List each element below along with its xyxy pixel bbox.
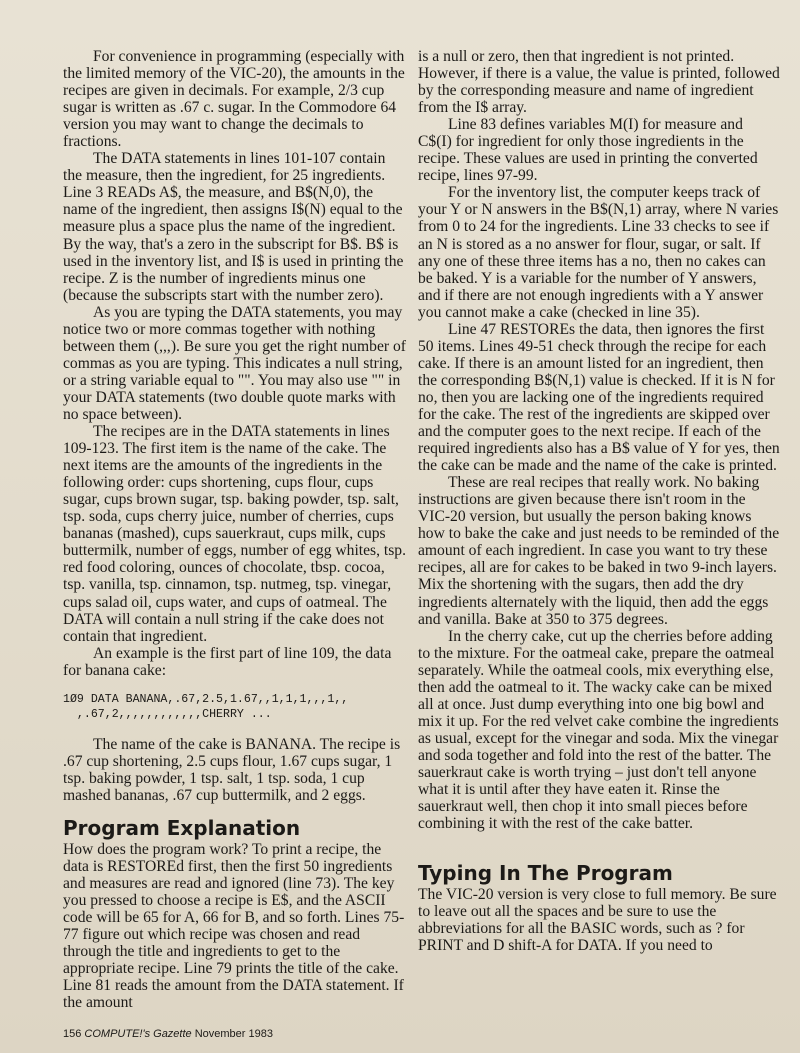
right-column <box>418 48 780 954</box>
paragraph: These are real recipes that really work. No baking instructions are given because there isn't room in the VIC-20 version, but usually the person baking knows how to bake the cake and just needs to be reminded of the amount of each ingredient. In case you want to try these recipes, all are for cakes to be baked in two 9-inch layers. Mix the shortening with the sugars, then add the dry ingredients alternately with the liquid, then add the eggs and vanilla. Bake at 350 to 375 degrees. <box>418 474 780 628</box>
paragraph: The DATA statements in lines 101-107 contain the measure, then the ingredient, for 25 ingredients. Line 3 READs A$, the measure, and B$(N,0), the name of the ingredient, then assigns I$(N) equal to the measure plus a space plus the name of the ingredient. By the way, that's a zero in the subscript for B$. B$ is used in the inventory list, and I$ is used in printing the recipe. Z is the number of ingredients minus one (because the subscripts start with the number zero). <box>63 150 404 304</box>
issue-date: November 1983 <box>194 1028 273 1040</box>
page-number: 156 <box>63 1028 82 1040</box>
paragraph: is a null or zero, then that ingredient is not printed. However, if there is a value, the value is printed, followed by the corresponding measure and name of ingredient from the I$ array. <box>418 48 780 117</box>
code-listing: 1Ø9 DATA BANANA,.67,2.5,1.67,,1,1,1,,,1,, ,.67,2,,,,,,,,,,,,CHERRY ... <box>63 692 349 721</box>
paragraph: As you are typing the DATA statements, you may notice two or more commas together with nothing between them (,,,). Be sure you get the right number of commas as you are typing. This indicates a null string, or a string variable equal to "". You may also use "" in your DATA statements (two double quote marks with no space between). <box>63 303 406 423</box>
paragraph: The recipes are in the DATA statements in lines 109-123. The first item is the name of the cake. The next items are the amounts of the ingredients in the following order: cups shortening, cups flour, cups sugar, cups brown sugar, tsp. baking powder, tsp. salt, tsp. soda, cups cherry juice, number of cherries, cups bananas (mashed), cups sauerkraut, cups milk, cups buttermilk, number of eggs, number of egg whites, tsp. red food coloring, ounces of chocolate, tbsp. cocoa, tsp. vanilla, tsp. cinnamon, tsp. nutmeg, tsp. vinegar, cups salad oil, cups water, and cups of oatmeal. The DATA will contain a null string if the cake does not contain that ingredient. <box>63 423 407 645</box>
paragraph: The VIC-20 version is very close to full memory. Be sure to leave out all the spaces and be sure to use the abbreviations for all the BASIC words, such as ? for PRINT and D shift-A for DATA. If you need to <box>418 886 777 955</box>
section-heading: Program Explanation <box>63 815 301 840</box>
paragraph: In the cherry cake, cut up the cherries before adding to the mixture. For the oatmeal cake, prepare the oatmeal separately. While the oatmeal cools, mix everything else, then add the oatmeal to it. The wacky cake can be mixed all at once. Just dump everything into one big bowl and mix it up. For the red velvet cake combine the ingredients as usual, except for the vinegar and soda. Mix the vinegar and soda together and fold into the rest of the batter. The sauerkraut cake is worth trying – just don't tell anyone what it is until after they have eaten it. Rinse the sauerkraut well, then chop it into small pieces before combining it with the rest of the cake batter. <box>418 627 779 833</box>
paragraph: Line 83 defines variables M(I) for measure and C$(I) for ingredient for only those ingredients in the recipe. These values are used in printing the converted recipe, lines 97-99. <box>418 116 758 185</box>
magazine-name: COMPUTE!'s Gazette <box>84 1028 192 1040</box>
paragraph: An example is the first part of line 109, the data for banana cake: <box>63 644 392 679</box>
page-footer <box>63 1028 273 1040</box>
section-heading: Typing In The Program <box>418 861 673 886</box>
paragraph: For the inventory list, the computer keeps track of your Y or N answers in the B$(N,1) array, where N varies from 0 to 24 for the ingredients. Line 33 checks to see if an N is stored as a no answer for flour, sugar, or salt. If any one of these three items has a no, then no cakes can be baked. Y is a variable for the number of Y answers, and if there are not enough ingredients with a Y answer you cannot make a cake (checked in line 35). <box>418 184 779 321</box>
left-column <box>63 48 407 1011</box>
paragraph: The name of the cake is BANANA. The recipe is .67 cup shortening, 2.5 cups flour, 1.67 cups sugar, 1 tsp. baking powder, 1 tsp. salt, 1 tsp. soda, 1 cup mashed bananas, .67 cup buttermilk, and 2 eggs. <box>63 735 401 804</box>
paragraph: For convenience in programming (especially with the limited memory of the VIC-20), the amounts in the recipes are given in decimals. For example, 2/3 cup sugar is written as .67 c. sugar. In the Commodore 64 version you may want to change the decimals to fractions. <box>63 48 405 151</box>
paragraph: How does the program work? To print a recipe, the data is RESTOREd first, then the first 50 ingredients and measures are read and ignored (line 73). The key you pressed to choose a recipe is E$, and the ASCII code will be 65 for A, 66 for B, and so forth. Lines 75-77 figure out which recipe was chosen and read through the title and ingredients to get to the appropriate recipe. Line 79 prints the title of the cake. Line 81 reads the amount from the DATA statement. If the amount <box>63 840 405 1012</box>
paragraph: Line 47 RESTOREs the data, then ignores the first 50 items. Lines 49-51 check through the recipe for each cake. If there is an amount listed for an ingredient, then the corresponding B$(N,1) value is checked. If it is N for no, then you are lacking one of the ingredients required for the cake. The rest of the ingredients are skipped over and the computer goes to the next recipe. If each of the required ingredients also has a B$ value of Y for yes, then the cake can be made and the name of the cake is printed. <box>418 320 780 475</box>
